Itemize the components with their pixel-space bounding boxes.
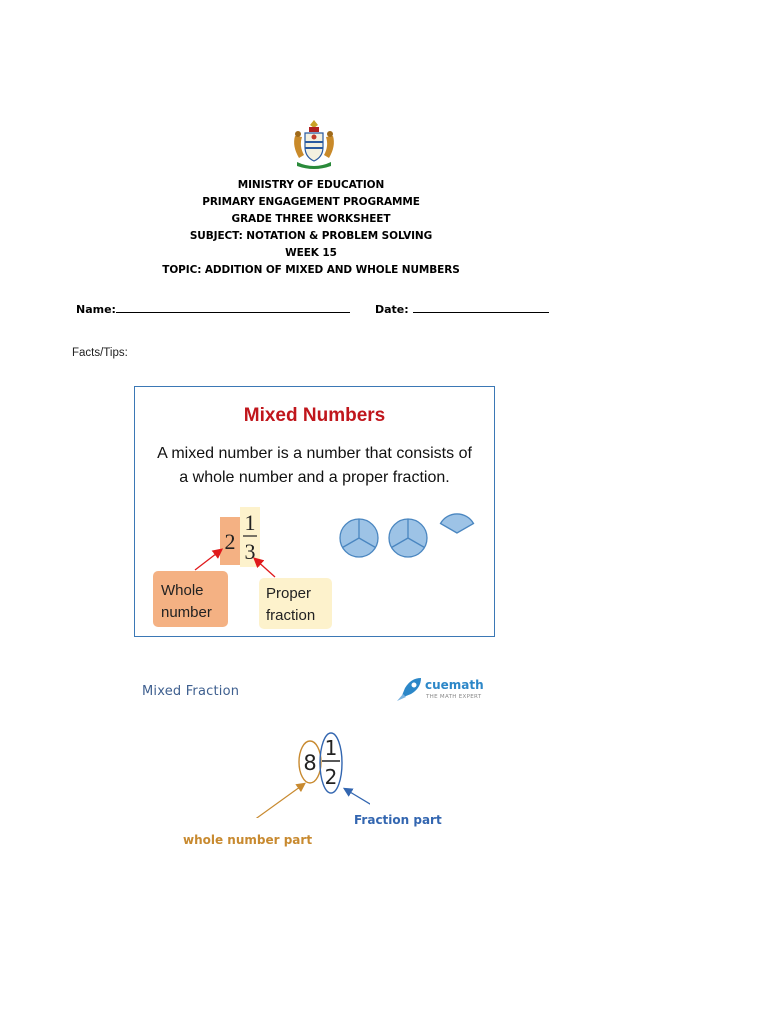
- mixed-number-illustration: [135, 507, 494, 635]
- mixed-fraction-diagram: [170, 728, 370, 818]
- name-blank-line[interactable]: [116, 302, 350, 313]
- fraction-part-label: Fraction part: [354, 813, 442, 827]
- date-blank-line[interactable]: [413, 302, 549, 313]
- fraction-part-numerator: 1: [324, 736, 338, 760]
- cuemath-tagline: THE MATH EXPERT: [426, 694, 482, 700]
- definition-line-2: a whole number and a proper fraction.: [179, 469, 450, 486]
- fraction-denominator: 3: [244, 539, 256, 564]
- topic-heading: TOPIC: ADDITION OF MIXED AND WHOLE NUMBERS: [162, 264, 460, 276]
- date-field[interactable]: [375, 302, 549, 316]
- fraction-numerator: 1: [244, 510, 256, 535]
- worksheet-header: [0, 177, 622, 279]
- mixed-fraction-title: Mixed Fraction: [142, 684, 240, 699]
- whole-digit: 2: [224, 529, 236, 554]
- rocket-icon: [395, 676, 423, 702]
- facts-tips-label: Facts/Tips:: [72, 347, 128, 359]
- definition-line-1: A mixed number is a number that consists of: [157, 445, 472, 462]
- week-heading: WEEK 15: [285, 247, 337, 259]
- cuemath-logo-text: cuemath: [425, 678, 484, 692]
- card-title: Mixed Numbers: [243, 405, 386, 426]
- whole-pie-2: [389, 519, 427, 557]
- mixed-numbers-card: [134, 386, 495, 637]
- fraction-label-line-1: Proper: [266, 585, 312, 602]
- grade-heading: GRADE THREE WORKSHEET: [231, 213, 391, 225]
- whole-part-digit: 8: [303, 751, 317, 775]
- whole-label-line-1: Whole: [161, 582, 204, 599]
- whole-arrow: [195, 550, 221, 570]
- fraction-part-denominator: 2: [324, 765, 338, 789]
- fraction-part-arrow: [345, 789, 370, 810]
- whole-label-line-2: number: [161, 604, 212, 621]
- date-label: Date:: [375, 303, 409, 316]
- fraction-label-line-2: fraction: [266, 607, 316, 624]
- ministry-heading: MINISTRY OF EDUCATION: [237, 179, 385, 191]
- whole-number-part-label: whole number part: [183, 833, 313, 847]
- subject-heading: SUBJECT: NOTATION & PROBLEM SOLVING: [189, 230, 433, 242]
- coat-of-arms-logo: [289, 118, 339, 170]
- one-third-pie-slice: [441, 514, 474, 533]
- whole-pie-1: [340, 519, 378, 557]
- fraction-arrow: [255, 559, 275, 577]
- card-definition: [135, 442, 494, 490]
- name-label: Name:: [76, 303, 116, 316]
- programme-heading: PRIMARY ENGAGEMENT PROGRAMME: [202, 196, 420, 208]
- name-field[interactable]: [76, 302, 350, 316]
- whole-part-arrow: [243, 784, 304, 818]
